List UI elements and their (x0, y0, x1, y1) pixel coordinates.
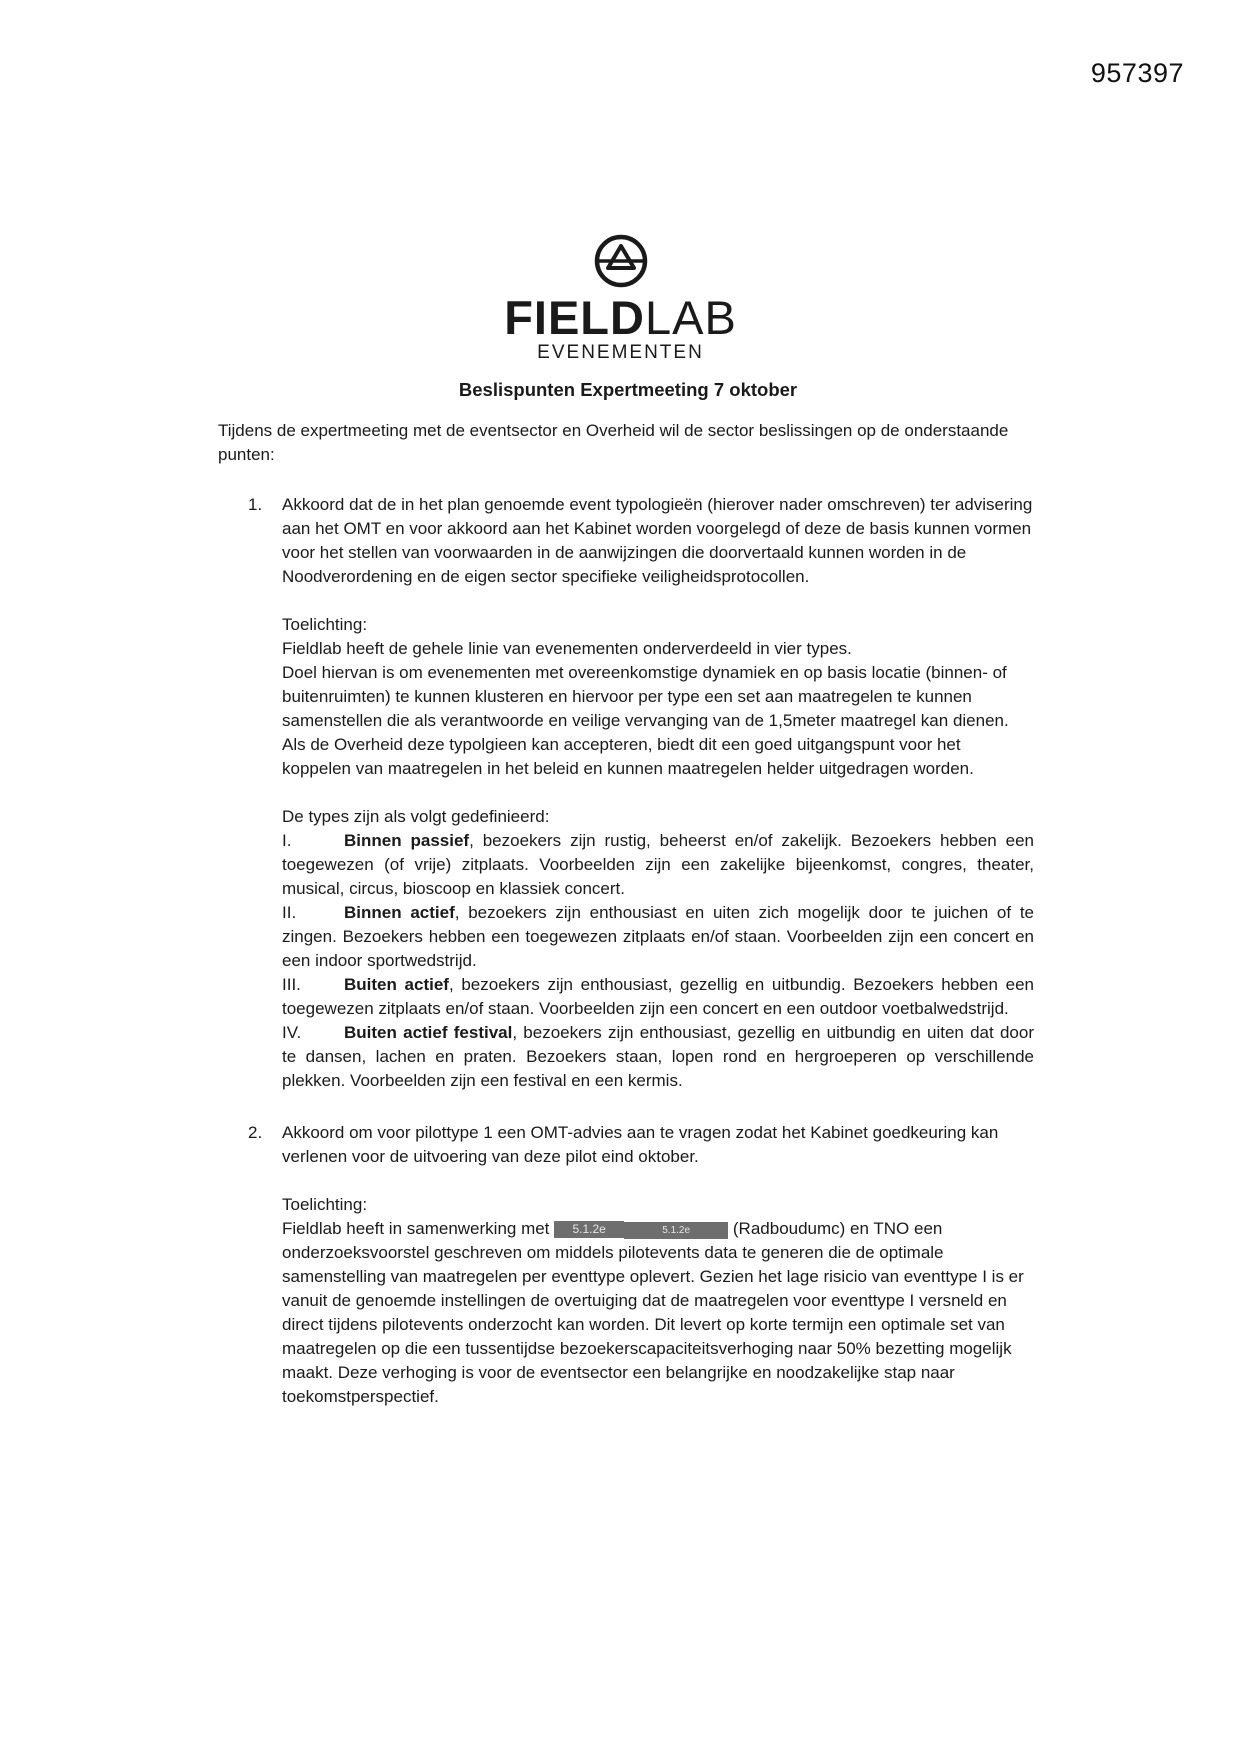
logo-word-bold: FIELD (504, 291, 645, 344)
toelichting-line: Als de Overheid deze typolgieen kan accepteren, biedt dit een goed uitgangspunt voor het koppelen van maatregelen in het beleid en kunnen maatregelen helder uitgedragen worden. (282, 735, 974, 778)
decision-list (248, 493, 1035, 1409)
type-numeral: IV. (282, 1023, 302, 1042)
types-block (282, 805, 1034, 1093)
document-id: 957397 (1090, 58, 1184, 88)
logo-word-light: LAB (644, 291, 737, 344)
toelichting-label: Toelichting: (282, 615, 368, 634)
item-number: 2. (248, 1123, 263, 1142)
list-item (248, 493, 1035, 1093)
redaction-box: 5.1.2e (624, 1222, 728, 1239)
item-text: Akkoord om voor pilottype 1 een OMT-advies aan te vragen zodat het Kabinet goedkeuring kan verlenen voor de uitvoering van deze pilot eind oktober. (282, 1123, 999, 1166)
toelichting-line: Doel hiervan is om evenementen met overeenkomstige dynamiek en op basis locatie (binnen- of buitenruimten) te kunnen klusteren en hiervoor per type een set aan maatregelen te kunnen samenstellen die als verantwoorde en veilige vervanging van de 1,5meter maatregel kan dienen. (282, 663, 1009, 730)
logo-wordmark (0, 291, 1241, 344)
toelichting-block (282, 613, 1034, 781)
type-definition (282, 973, 1034, 1021)
toelichting-pre: Fieldlab heeft in samenwerking met (282, 1219, 550, 1238)
type-name: Binnen passief (344, 831, 470, 850)
type-name: Buiten actief festival (344, 1023, 513, 1042)
toelichting-block (282, 1193, 1034, 1409)
type-definition (282, 901, 1034, 973)
types-intro: De types zijn als volgt gedefinieerd: (282, 807, 550, 826)
item-text: Akkoord dat de in het plan genoemde event typologieën (hierover nader omschreven) ter advisering aan het OMT en voor akkoord aan het Kabinet worden voorgelegd of deze de basis kunnen vormen voor het stellen van voorwaarden in de aanwijzingen die doorvertaald kunnen worden in de Noodverordening en de eigen sector specifieke veiligheidsprotocollen. (282, 495, 1033, 586)
type-description: , bezoekers zijn rustig, beheerst en/of zakelijk. Bezoekers hebben een toegewezen (of vrije) zitplaats. Voorbeelden zijn een zakelijke bijeenkomst, congres, theater, musical, circus, bioscoop en klassiek concert. (282, 831, 1035, 898)
redaction-box: 5.1.2e (554, 1221, 624, 1238)
toelichting-label: Toelichting: (282, 1195, 368, 1214)
document-title: Beslispunten Expertmeeting 7 oktober (458, 379, 798, 400)
fieldlab-logo (0, 232, 1241, 364)
toelichting-paragraph (282, 1217, 1034, 1409)
triangle-in-circle-icon (592, 232, 650, 290)
type-description: , bezoekers zijn enthousiast en uiten zich mogelijk door te juichen of te zingen. Bezoekers hebben een toegewezen zitplaats en/of staan. Voorbeelden zijn een concert en een indoor sportwedstrijd. (282, 903, 1034, 970)
type-description: , bezoekers zijn enthousiast, gezellig en uitbundig en uiten dat door te dansen, lachen en praten. Bezoekers staan, lopen rond en hergroeperen op verschillende plekken. Voorbeelden zijn een festival en een kermis. (282, 1023, 1034, 1090)
list-item (248, 1121, 1034, 1409)
type-numeral: I. (282, 831, 292, 850)
type-name: Buiten actief (344, 975, 449, 994)
logo-subtitle: EVENEMENTEN (537, 342, 704, 363)
type-name: Binnen actief (344, 903, 455, 922)
document-body (218, 378, 1038, 1409)
type-definition (282, 829, 1034, 901)
intro-paragraph: Tijdens de expertmeeting met de eventsector en Overheid wil de sector beslissingen op de onderstaande punten: (218, 421, 1009, 464)
type-numeral: II. (282, 903, 297, 922)
toelichting-post: (Radboudumc) en TNO een onderzoeksvoorstel geschreven om middels pilotevents data te generen die de optimale samenstelling van maatregelen per eventtype oplevert. Gezien het lage risicio van eventtype I is er vanuit de genoemde instellingen de overtuiging dat de maatregelen voor eventtype I versneld en direct tijdens pilotevents onderzocht kan worden. Dit levert op korte termijn een optimale set van maatregelen op die een tussentijdse bezoekerscapaciteitsverhoging naar 50% bezetting mogelijk maakt. Deze verhoging is voor de eventsector een belangrijke en noodzakelijke stap naar toekomstperspectief. (282, 1219, 1024, 1406)
type-numeral: III. (282, 975, 301, 994)
type-definition (282, 1021, 1034, 1093)
toelichting-line: Fieldlab heeft de gehele linie van evenementen onderverdeeld in vier types. (282, 639, 852, 658)
item-number: 1. (248, 495, 263, 514)
type-description: , bezoekers zijn enthousiast, gezellig en uitbundig. Bezoekers hebben een toegewezen zitplaats en/of staan. Voorbeelden zijn een concert en een outdoor voetbalwedstrijd. (282, 975, 1034, 1018)
